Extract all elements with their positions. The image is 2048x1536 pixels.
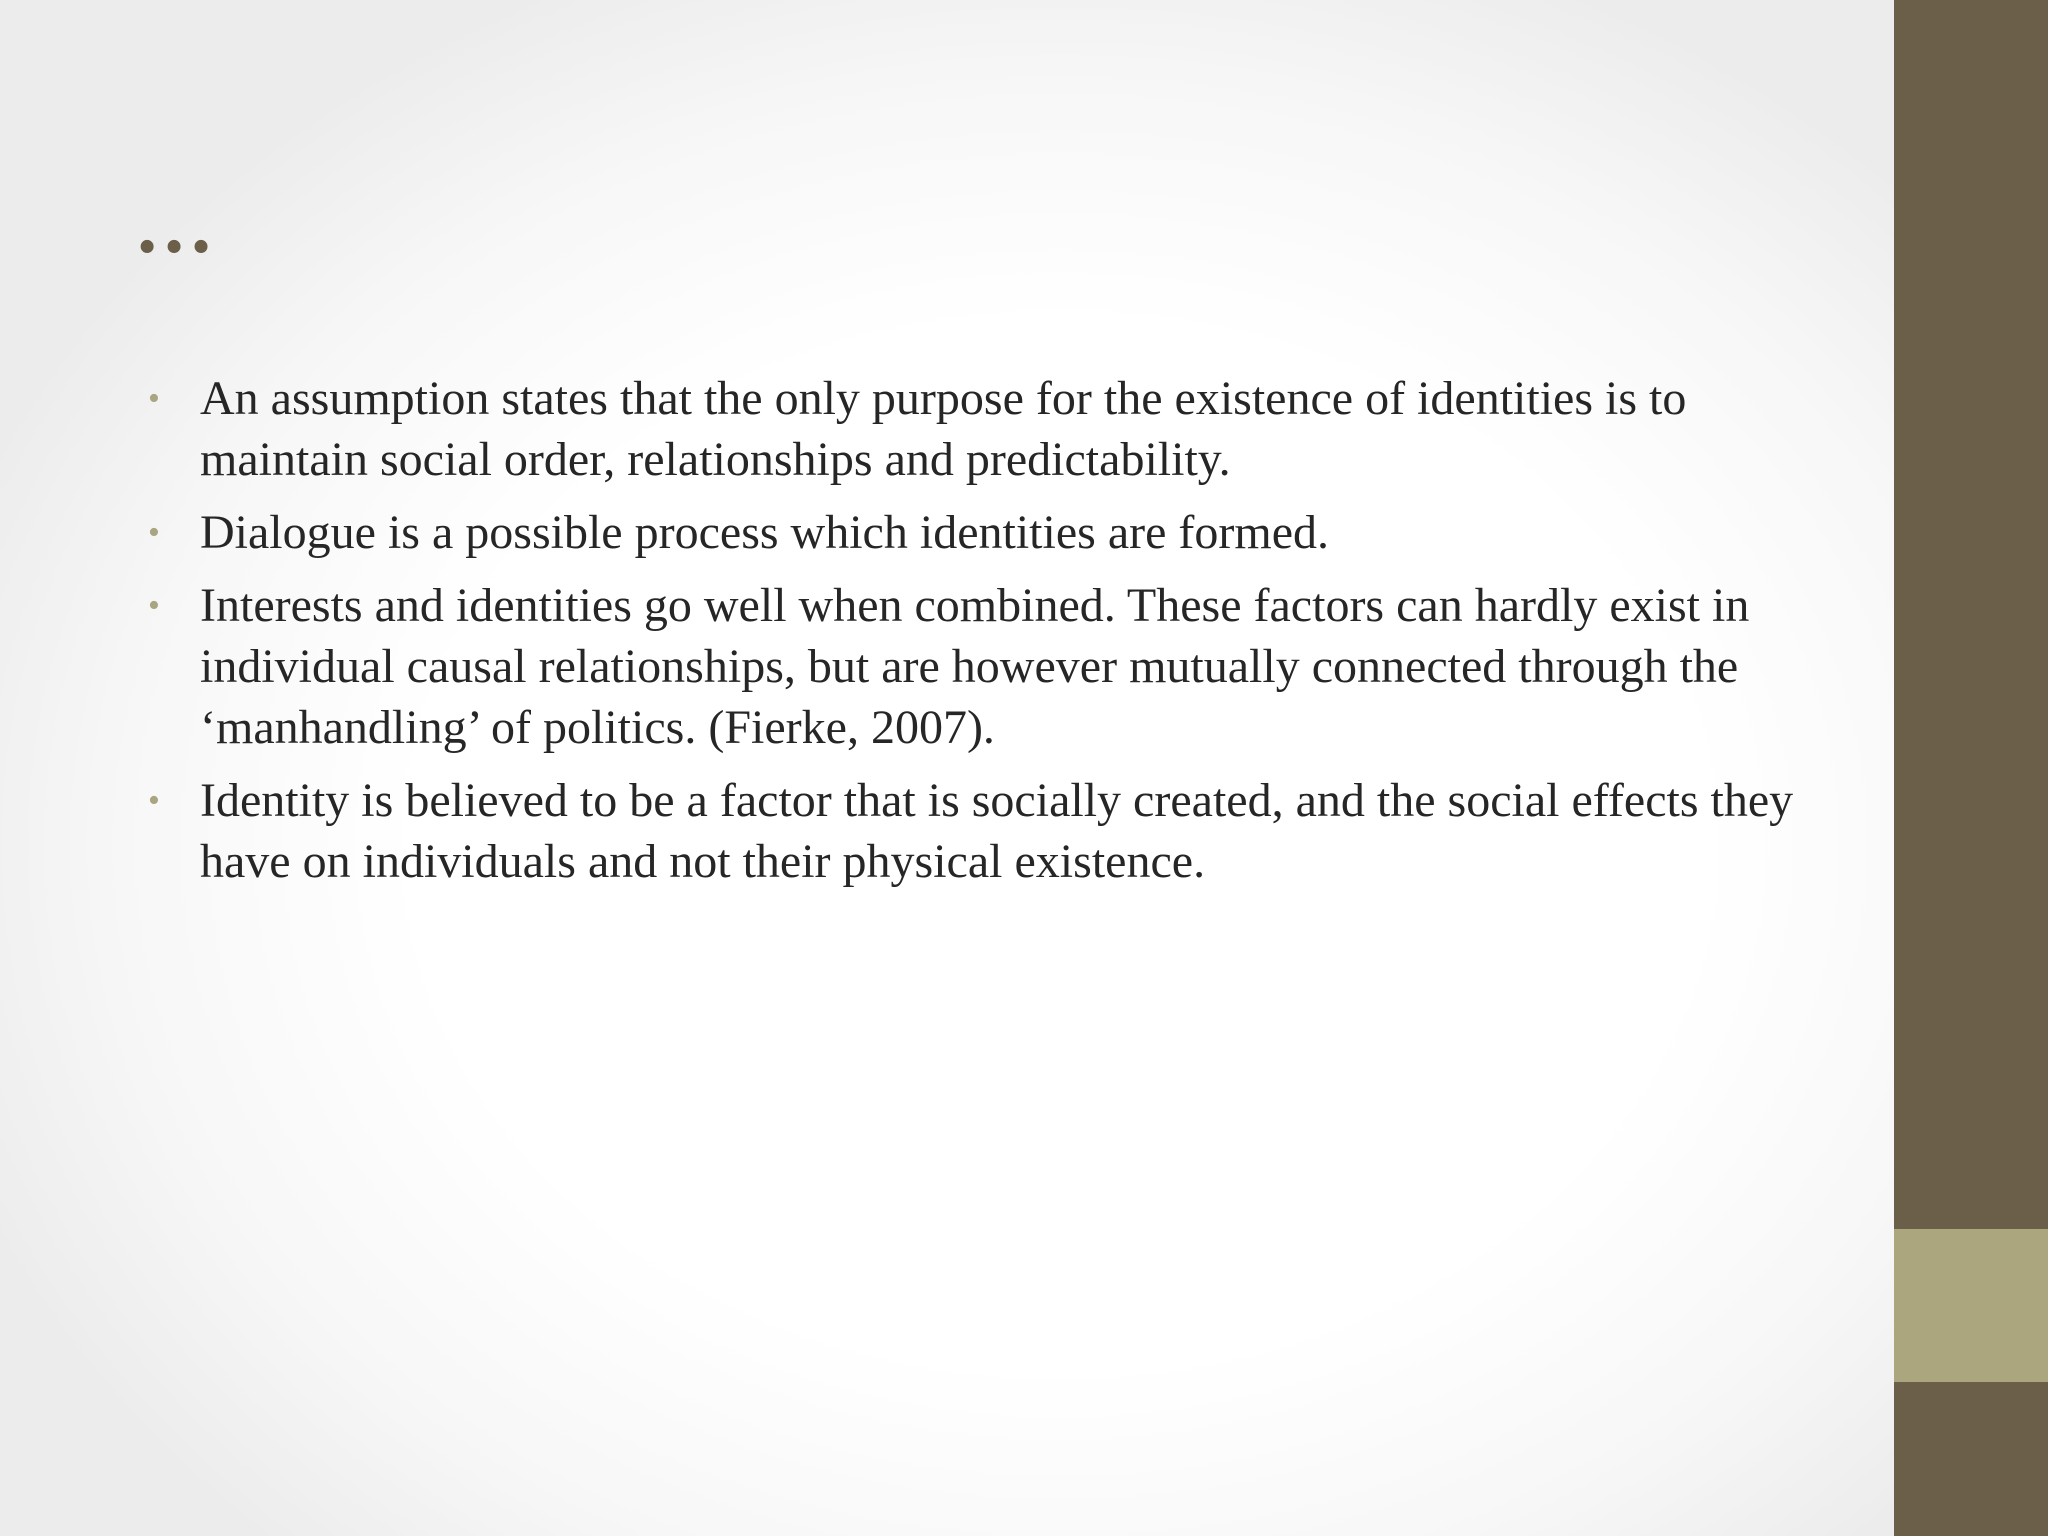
bullet-list xyxy=(148,368,1848,904)
bullet-text: Interests and identities go well when combined. These factors can hardly exist in individual causal relationships, but are however mutually connected through the ‘manhandling’ of politics. (Fierke, 2007). xyxy=(200,579,1750,754)
list-item xyxy=(148,770,1848,892)
bullet-text: Dialogue is a possible process which identities are formed. xyxy=(200,506,1330,559)
bullet-icon: • xyxy=(148,380,160,417)
bullet-icon: • xyxy=(148,587,160,624)
side-bar-accent xyxy=(1894,1229,2048,1382)
list-item xyxy=(148,575,1848,758)
list-item xyxy=(148,368,1848,490)
list-item xyxy=(148,502,1848,563)
bullet-text: An assumption states that the only purpose for the existence of identities is to maintain social order, relationships and predictability. xyxy=(200,372,1687,486)
slide-title: … xyxy=(134,196,220,256)
bullet-text: Identity is believed to be a factor that is socially created, and the social effects they have on individuals and not their physical existence. xyxy=(200,774,1794,888)
bullet-icon: • xyxy=(148,514,160,551)
bullet-icon: • xyxy=(148,782,160,819)
